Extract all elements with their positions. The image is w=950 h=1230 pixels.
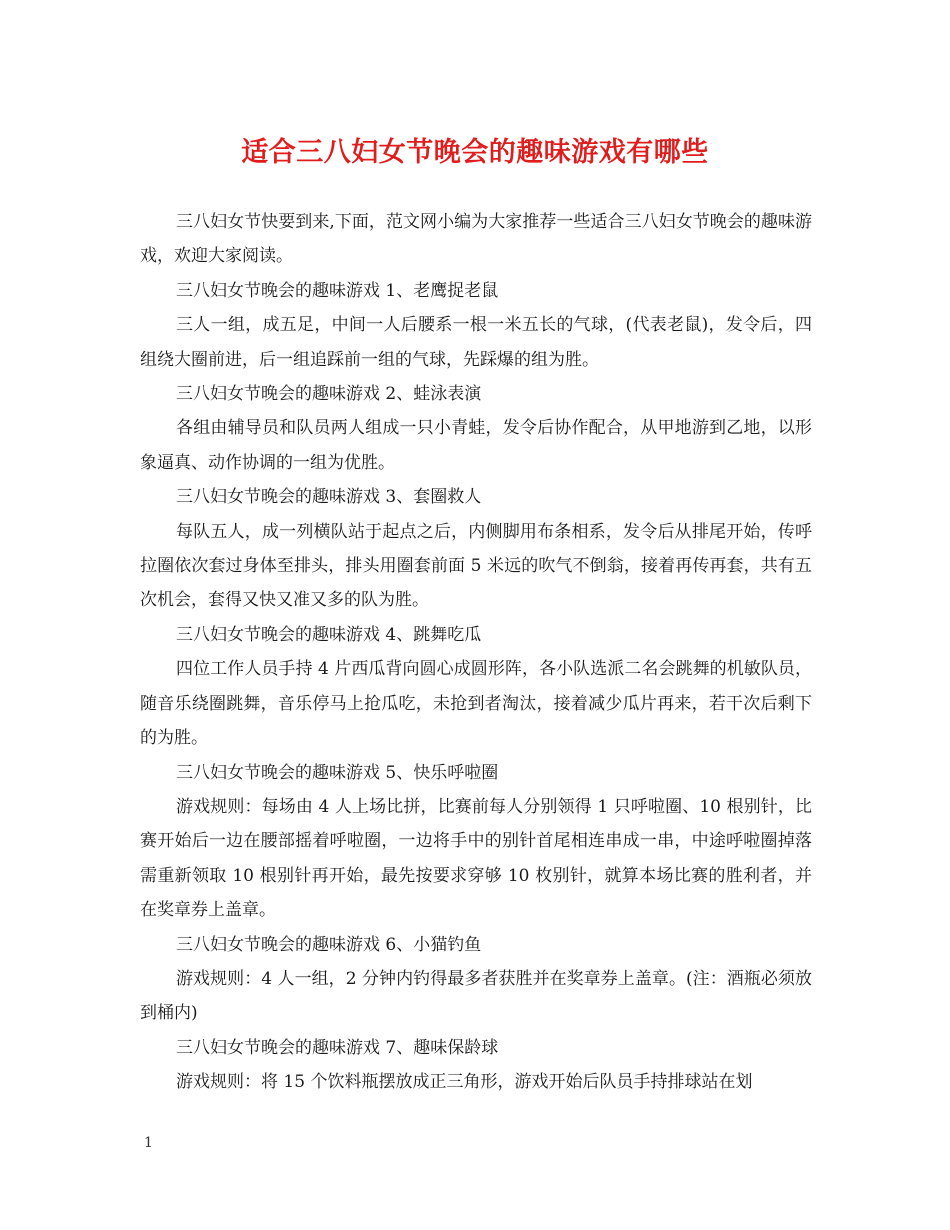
game-2-description: 各组由辅导员和队员两人组成一只小青蛙，发令后协作配合，从甲地游到乙地，以形象逼真、动作协调的一组为优胜。 — [140, 418, 812, 473]
game-1-heading: 三八妇女节晚会的趣味游戏 1、老鹰捉老鼠 — [176, 280, 499, 301]
document-title: 适合三八妇女节晚会的趣味游戏有哪些 — [241, 137, 709, 168]
game-3-description: 每队五人，成一列横队站于起点之后，内侧脚用布条相系，发令后从排尾开始，传呼拉圈依次套过身体至排头，排头用圈套前面 5 米远的吹气不倒翁，接着再传再套，共有五次机会，套得又快又准又多的队为胜。 — [140, 521, 812, 611]
game-6-description: 游戏规则：4 人一组，2 分钟内钓得最多者获胜并在奖章券上盖章。(注：酒瓶必须放到桶内) — [140, 968, 812, 1024]
document-body — [140, 205, 812, 1100]
intro-paragraph: 三八妇女节快要到来,下面，范文网小编为大家推荐一些适合三八妇女节晚会的趣味游戏，欢迎大家阅读。 — [140, 212, 812, 267]
game-6-heading: 三八妇女节晚会的趣味游戏 6、小猫钓鱼 — [176, 934, 482, 955]
game-5-description: 游戏规则：每场由 4 人上场比拼，比赛前每人分别领得 1 只呼啦圈、10 根别针，比赛开始后一边在腰部摇着呼啦圈，一边将手中的别针首尾相连串成一串，中途呼啦圈掉落需重新领取 10 根别针再开始，最先按要求穿够 10 枚别针，就算本场比赛的胜利者，并在奖章券上盖章。 — [140, 796, 812, 921]
game-4-description: 四位工作人员手持 4 片西瓜背向圆心成圆形阵，各小队选派二名会跳舞的机敏队员，随音乐绕圈跳舞，音乐停马上抢瓜吃，未抢到者淘汰，接着减少瓜片再来，若干次后剩下的为胜。 — [140, 659, 812, 749]
game-4-heading: 三八妇女节晚会的趣味游戏 4、跳舞吃瓜 — [176, 624, 482, 645]
game-2-heading: 三八妇女节晚会的趣味游戏 2、蛙泳表演 — [176, 384, 482, 405]
game-3-heading: 三八妇女节晚会的趣味游戏 3、套圈救人 — [176, 487, 482, 508]
game-7-heading: 三八妇女节晚会的趣味游戏 7、趣味保龄球 — [176, 1037, 499, 1058]
game-1-description: 三人一组，成五足，中间一人后腰系一根一米五长的气球，(代表老鼠)，发令后，四组绕大圈前进，后一组追踩前一组的气球，先踩爆的组为胜。 — [140, 315, 812, 370]
page-number: 1 — [144, 1135, 153, 1151]
game-7-description: 游戏规则：将 15 个饮料瓶摆放成正三角形，游戏开始后队员手持排球站在划 — [176, 1072, 753, 1093]
game-5-heading: 三八妇女节晚会的趣味游戏 5、快乐呼啦圈 — [176, 762, 499, 783]
